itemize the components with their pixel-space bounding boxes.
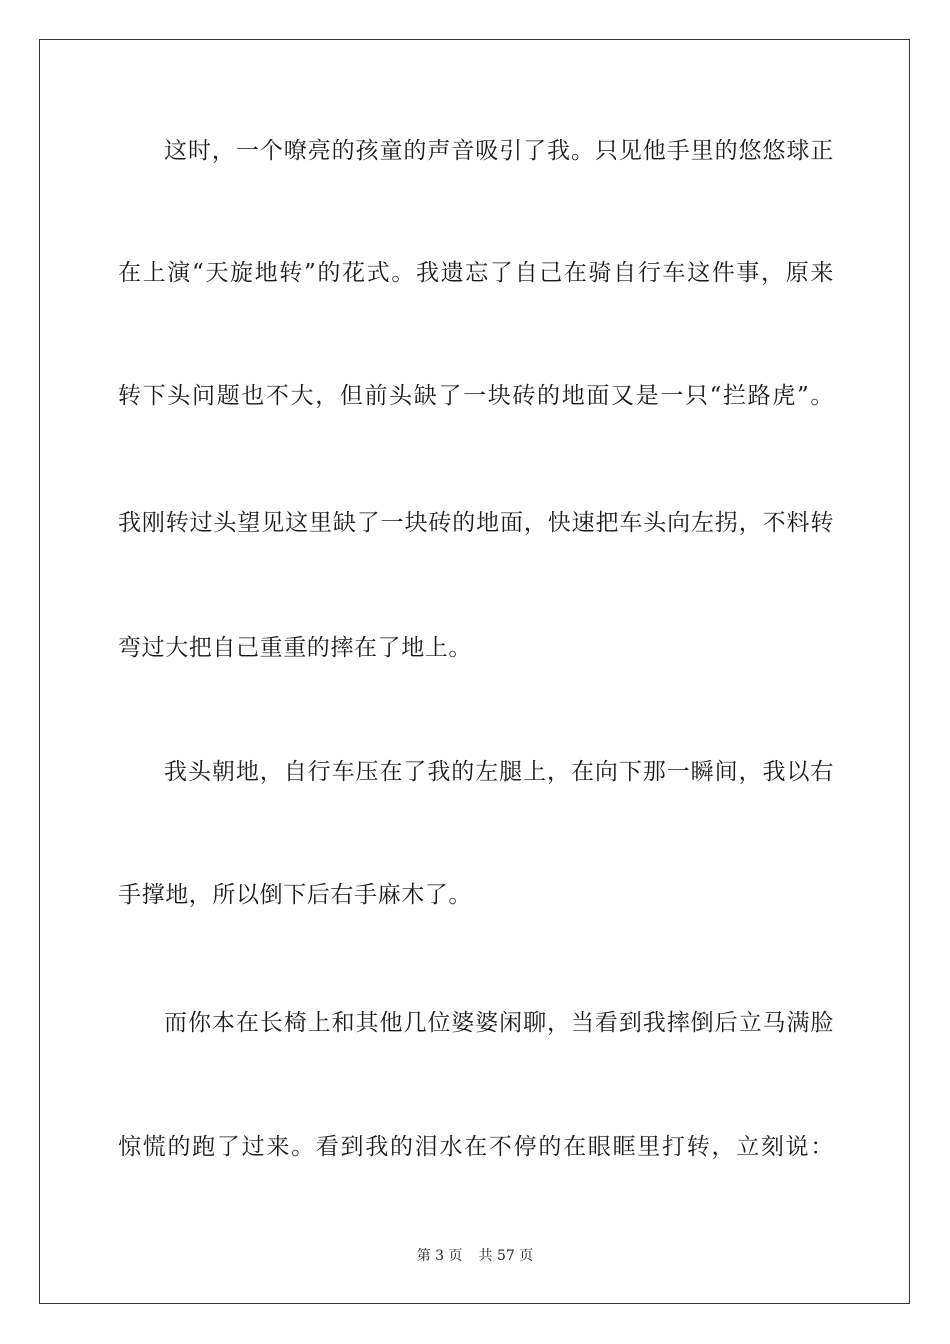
page-total: 共 57 页 [478,1248,534,1264]
page-number: 第 3 页 [416,1248,463,1264]
paragraph-1-line-5: 弯过大把自己重重的摔在了地上。 [118,635,472,661]
paragraph-3-line-2: 惊慌的跑了过来。看到我的泪水在不停的在眼眶里打转，立刻说： [118,1134,834,1160]
paragraph-1-line-2: 在上演“天旋地转”的花式。我遗忘了自己在骑自行车这件事，原来 [118,260,834,286]
paragraph-1-line-4: 我刚转过头望见这里缺了一块砖的地面，快速把车头向左拐，不料转 [118,510,834,536]
paragraph-2-line-2: 手撑地，所以倒下后右手麻木了。 [118,882,472,908]
page-border [39,39,910,1304]
paragraph-1-line-1: 这时，一个嘹亮的孩童的声音吸引了我。只见他手里的悠悠球正 [164,138,834,164]
paragraph-1-line-3: 转下头问题也不大，但前头缺了一块砖的地面又是一只“拦路虎”。 [118,383,834,409]
paragraph-2-line-1: 我头朝地，自行车压在了我的左腿上，在向下那一瞬间，我以右 [164,759,834,785]
page-footer [0,1247,950,1265]
paragraph-3-line-1: 而你本在长椅上和其他几位婆婆闲聊，当看到我摔倒后立马满脸 [164,1010,834,1036]
